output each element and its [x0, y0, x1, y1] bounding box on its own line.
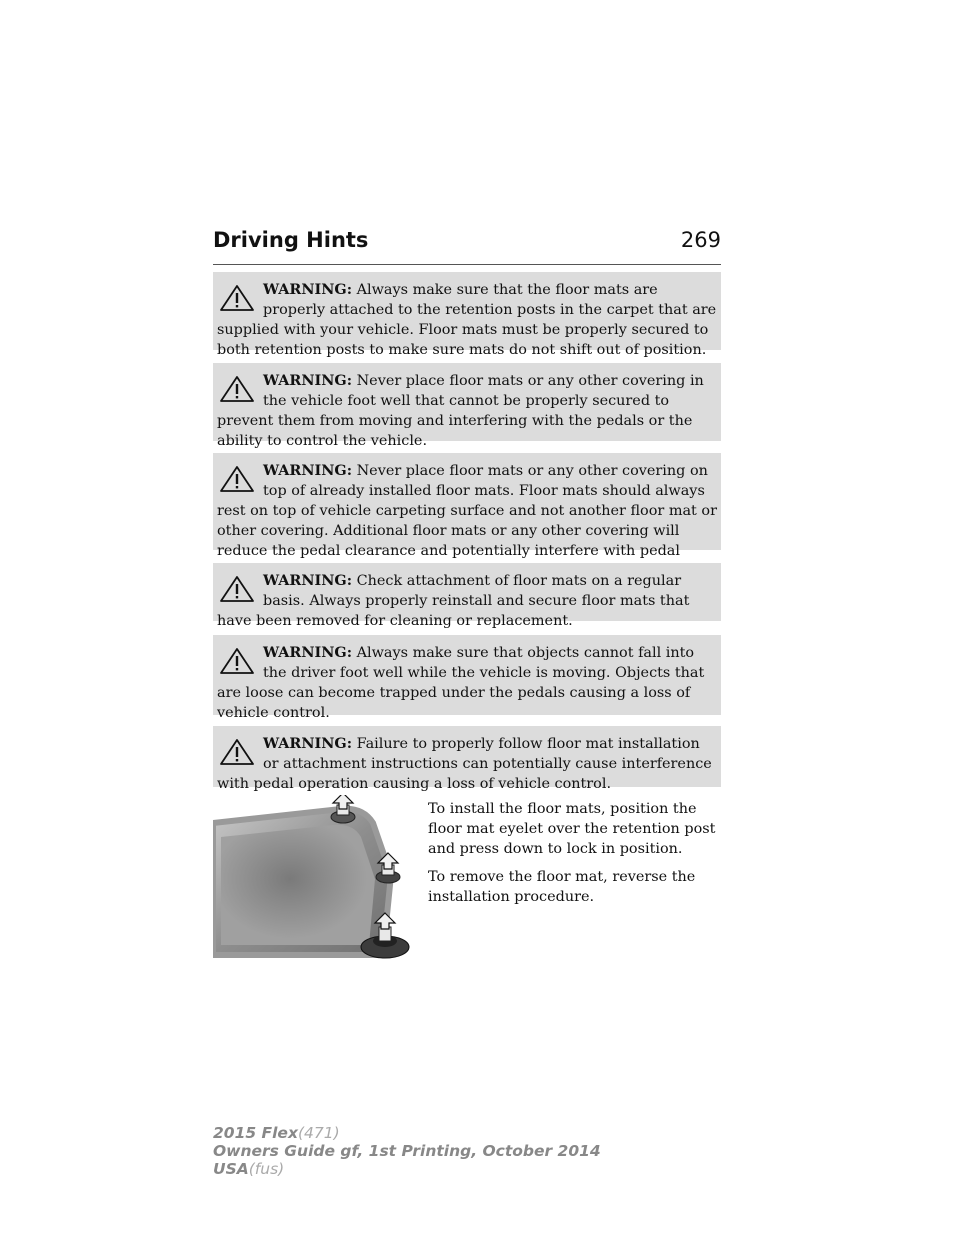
warning-label: WARNING:	[263, 462, 353, 479]
warning-label: WARNING:	[263, 572, 353, 589]
warning-text: Always make sure that the floor mats are properly attached to the retention posts in the carpet that are supplied with your vehicle. Floor mats must be properly secured to both retention posts to make sure mats do not shift out of position.	[217, 282, 717, 358]
warning-text: Never place floor mats or any other covering on top of already installed floor mats. Floor mats should always rest on top of vehicle carpeting surface and not another floor mat or other covering. Additional floor mats or any other covering will reduce the pedal clearance and potentially interfere with pedal	[217, 463, 717, 559]
warning-text: Failure to properly follow floor mat installation or attachment instructions can potentially cause interference with pedal operation causing a loss of vehicle control.	[217, 736, 712, 792]
install-instructions	[428, 799, 723, 915]
warning-triangle-icon	[217, 375, 261, 405]
warning-box	[213, 726, 721, 792]
warning-box	[213, 453, 721, 559]
footer-line-3: USA(fus)	[213, 1160, 285, 1178]
floor-mat-illustration	[213, 795, 421, 965]
warning-text: Check attachment of floor mats on a regular basis. Always properly reinstall and secure floor mats that have been removed for cleaning or replacement.	[217, 573, 690, 629]
warning-triangle-icon	[217, 575, 261, 605]
section-title: Driving Hints	[213, 228, 369, 252]
warning-triangle-icon	[217, 284, 261, 314]
warning-text: Always make sure that objects cannot fall into the driver foot well while the vehicle is moving. Objects that are loose can become trapped under the pedals causing a loss of vehicle control.	[217, 645, 705, 721]
footer-line-2: Owners Guide gf, 1st Printing, October 2014	[213, 1142, 601, 1160]
warning-label: WARNING:	[263, 644, 353, 661]
warning-triangle-icon	[217, 738, 261, 768]
warning-box	[213, 635, 721, 721]
warning-label: WARNING:	[263, 372, 353, 389]
warning-box	[213, 272, 721, 358]
remove-paragraph: To remove the floor mat, reverse the installation procedure.	[428, 869, 696, 905]
warning-label: WARNING:	[263, 281, 353, 298]
page-number: 269	[680, 228, 721, 252]
footer-line-1: 2015 Flex(471)	[213, 1124, 340, 1142]
page-footer	[213, 1124, 601, 1178]
warning-box	[213, 563, 721, 629]
warning-triangle-icon	[217, 647, 261, 677]
warning-text: Never place floor mats or any other covering in the vehicle foot well that cannot be properly secured to prevent them from moving and interfering with the pedals or the ability to control the vehicle.	[217, 373, 704, 449]
warning-box	[213, 363, 721, 449]
warning-label: WARNING:	[263, 735, 353, 752]
install-paragraph: To install the floor mats, position the floor mat eyelet over the retention post and press down to lock in position.	[428, 801, 716, 857]
warning-triangle-icon	[217, 465, 261, 495]
page-header	[213, 228, 721, 265]
